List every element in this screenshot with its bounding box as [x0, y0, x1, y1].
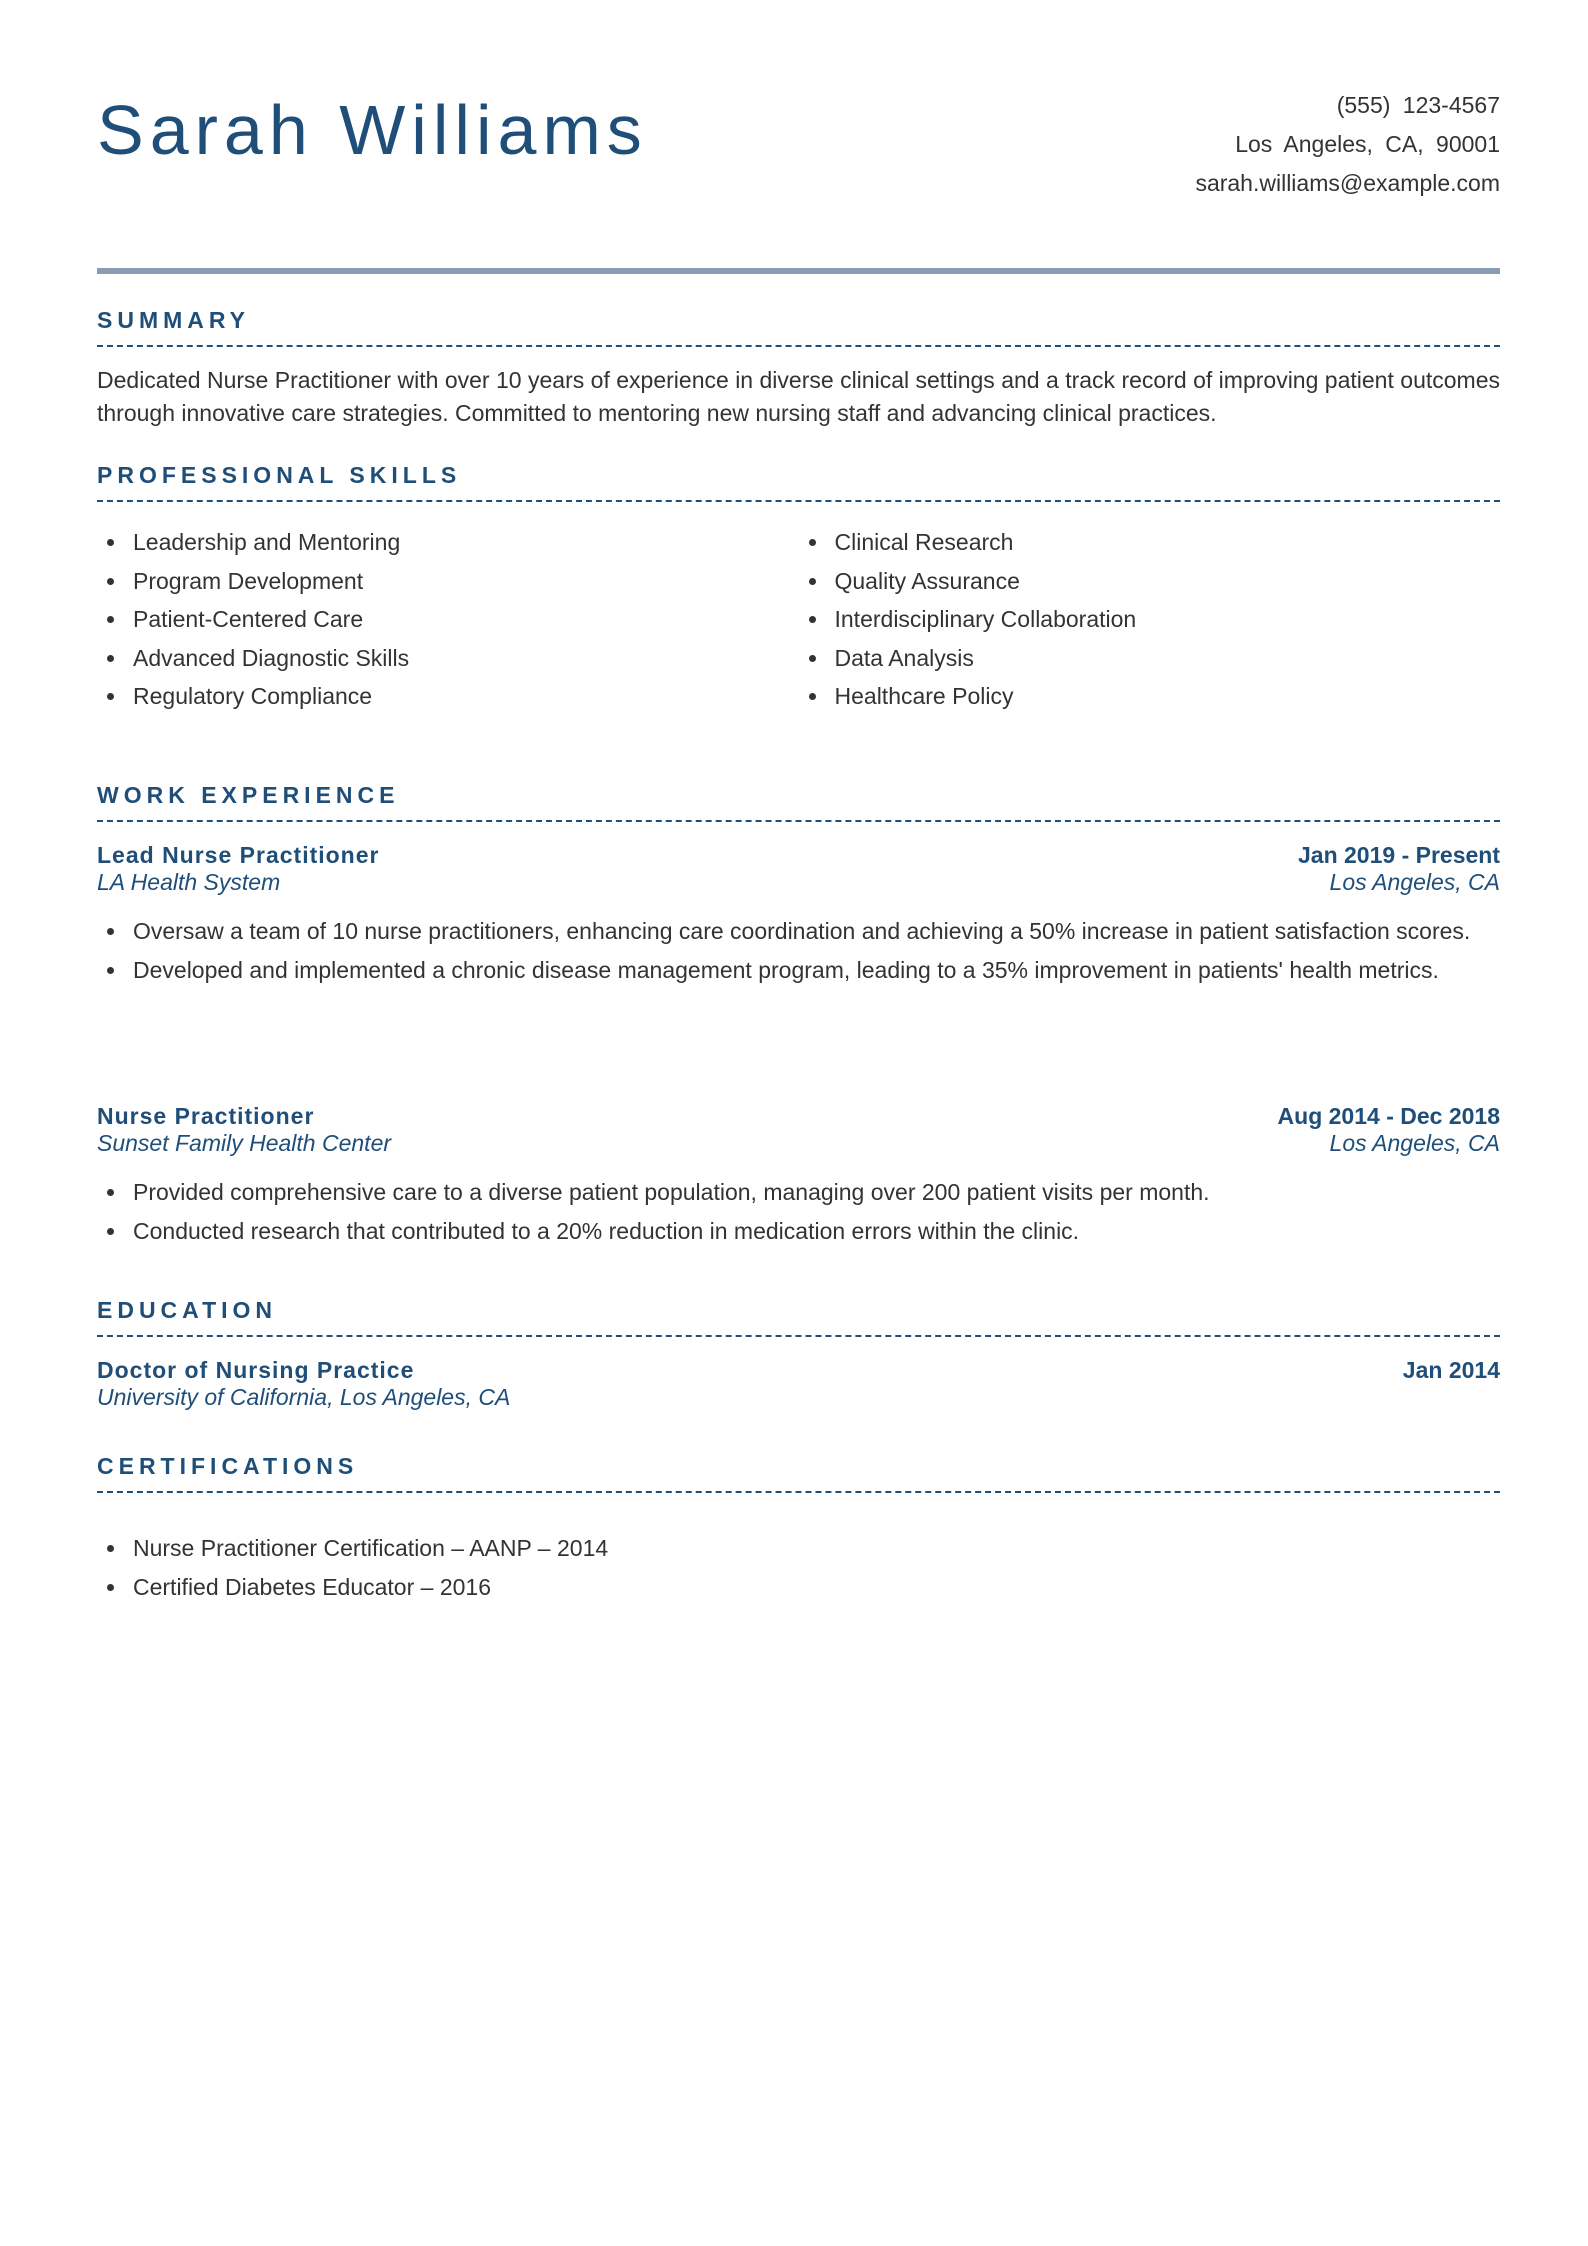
job-location: Los Angeles, CA — [1329, 869, 1500, 895]
job-entry — [97, 1103, 1500, 1250]
skill-item: Quality Assurance — [799, 562, 1501, 601]
job-organization: Sunset Family Health Center — [97, 1130, 392, 1156]
skills-list — [97, 523, 1500, 716]
resume-page — [97, 0, 1500, 1600]
job-org-row — [97, 869, 1500, 896]
skill-item: Interdisciplinary Collaboration — [799, 600, 1501, 639]
education-school-row — [97, 1384, 1500, 1411]
candidate-name: Sarah Williams — [97, 91, 648, 169]
degree: Doctor of Nursing Practice — [97, 1357, 415, 1383]
email-link[interactable]: sarah.williams@example.com — [1195, 170, 1500, 196]
job-title: Nurse Practitioner — [97, 1103, 315, 1129]
job-bullets — [97, 912, 1500, 989]
education-title: EDUCATION — [97, 1297, 278, 1323]
certification-item: Nurse Practitioner Certification – AANP – 2014 — [97, 1529, 1500, 1568]
skill-item: Patient-Centered Care — [97, 600, 799, 639]
skill-item: Leadership and Mentoring — [97, 523, 799, 562]
job-dates: Jan 2019 - Present — [1297, 842, 1500, 868]
job-location: Los Angeles, CA — [1329, 1130, 1500, 1156]
location: Los Angeles, CA, 90001 — [1235, 131, 1500, 157]
experience-heading — [97, 782, 1500, 822]
experience-title: WORK EXPERIENCE — [97, 782, 400, 808]
job-bullet: Conducted research that contributed to a 20% reduction in medication errors within the clinic. — [97, 1212, 1500, 1251]
education-header-row — [97, 1357, 1500, 1384]
job-entry — [97, 842, 1500, 989]
job-title: Lead Nurse Practitioner — [97, 842, 380, 868]
header-divider — [97, 268, 1500, 274]
job-header-row — [97, 842, 1500, 869]
section-divider — [97, 1491, 1500, 1493]
skills-column-left — [97, 523, 799, 716]
job-org-row — [97, 1130, 1500, 1157]
summary-title: SUMMARY — [97, 307, 250, 333]
job-bullet: Oversaw a team of 10 nurse practitioners, enhancing care coordination and achieving a 50% increase in patient satisfaction scores. — [97, 912, 1500, 951]
certification-item: Certified Diabetes Educator – 2016 — [97, 1568, 1500, 1607]
job-dates: Aug 2014 - Dec 2018 — [1277, 1103, 1500, 1129]
section-divider — [97, 1335, 1500, 1337]
job-header-row — [97, 1103, 1500, 1130]
skill-item: Program Development — [97, 562, 799, 601]
skill-item: Regulatory Compliance — [97, 677, 799, 716]
summary-heading — [97, 307, 1500, 347]
skills-column-right — [799, 523, 1501, 716]
job-bullets — [97, 1173, 1500, 1250]
certifications-heading — [97, 1453, 1500, 1493]
phone-number: (555) 123-4567 — [1336, 92, 1500, 118]
skill-item: Healthcare Policy — [799, 677, 1501, 716]
skill-item: Data Analysis — [799, 639, 1501, 678]
certifications-list — [97, 1529, 1500, 1606]
section-divider — [97, 500, 1500, 502]
education-entry — [97, 1357, 1500, 1411]
skill-item: Clinical Research — [799, 523, 1501, 562]
school: University of California, Los Angeles, CA — [97, 1384, 511, 1410]
skills-title: PROFESSIONAL SKILLS — [97, 462, 462, 488]
summary-text: Dedicated Nurse Practitioner with over 10 years of experience in diverse clinical settings and a track record of improving patient outcomes through innovative care strategies. Committed to mentoring new nursing staff and advancing clinical practices. — [97, 367, 1500, 426]
education-date: Jan 2014 — [1402, 1357, 1500, 1383]
job-bullet: Provided comprehensive care to a diverse patient population, managing over 200 patient visits per month. — [97, 1173, 1500, 1212]
certifications-title: CERTIFICATIONS — [97, 1453, 359, 1479]
skills-heading — [97, 462, 1500, 502]
resume-header — [97, 0, 1500, 275]
contact-info — [1195, 86, 1500, 203]
job-organization: LA Health System — [97, 869, 281, 895]
section-divider — [97, 345, 1500, 347]
section-divider — [97, 820, 1500, 822]
education-heading — [97, 1297, 1500, 1337]
skill-item: Advanced Diagnostic Skills — [97, 639, 799, 678]
job-bullet: Developed and implemented a chronic disease management program, leading to a 35% improvement in patients' health metrics. — [97, 951, 1500, 990]
